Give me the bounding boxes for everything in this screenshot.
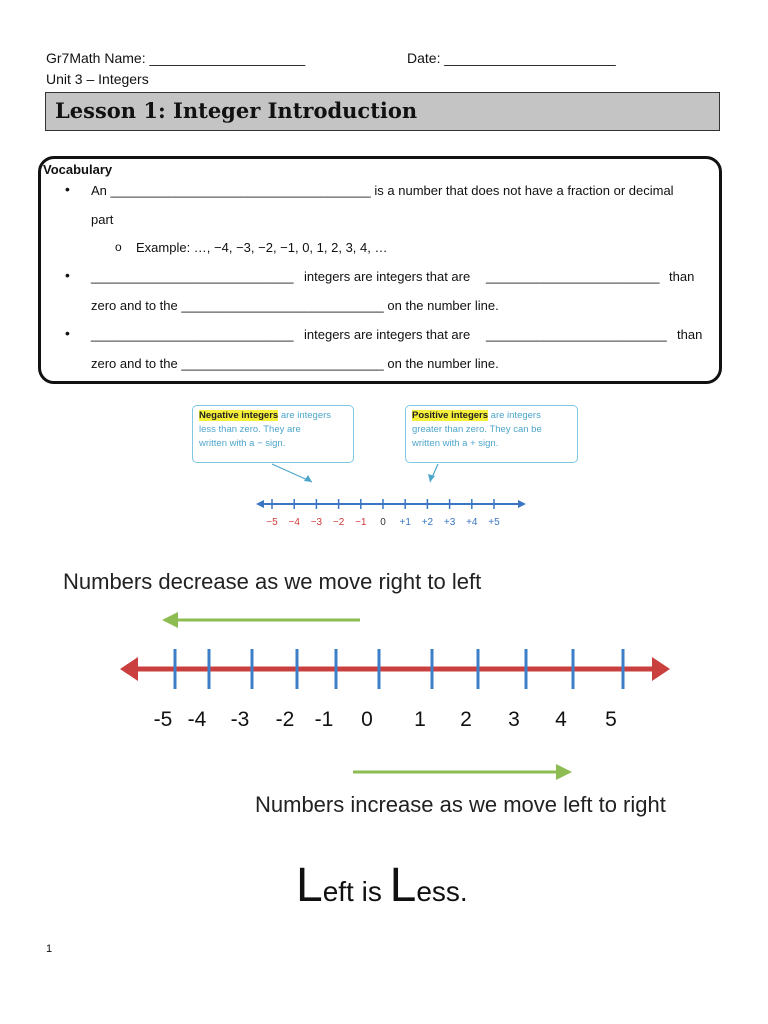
bullet2-line2: zero and to the ____________________________ on the number line. <box>91 298 499 313</box>
positive-integers-highlight: Positive integers <box>412 410 489 421</box>
lesson-title: Lesson 1: Integer Introduction <box>55 98 418 123</box>
small-axis-left-arrow <box>256 500 264 508</box>
negative-callout-line2: less than zero. They are <box>199 424 301 435</box>
vocabulary-box <box>38 156 722 384</box>
slogan-part2: ess. <box>416 876 468 907</box>
small-number-line <box>250 460 540 535</box>
bullet3-line2: zero and to the ____________________________ on the number line. <box>91 356 499 371</box>
name-line: Gr7Math Name: ____________________ <box>46 50 306 66</box>
small-tick-label: −4 <box>288 517 300 528</box>
bullet-icon: • <box>65 181 70 197</box>
negative-callout <box>192 405 354 463</box>
bullet3-blank-1: ____________________________ <box>91 327 294 342</box>
example-text: Example: …, −4, −3, −2, −1, 0, 1, 2, 3, 4, … <box>136 240 388 255</box>
bullet3-text-2: than <box>677 327 703 342</box>
positive-callout-text: are integers <box>488 410 541 421</box>
bullet3-text-1: integers are integers that are <box>304 327 471 342</box>
left-arrow-icon <box>162 612 178 628</box>
increase-caption: Numbers increase as we move left to right <box>255 792 666 817</box>
negative-callout-text: are integers <box>278 410 332 421</box>
big-tick-label: 3 <box>508 708 520 731</box>
big-tick-label: 1 <box>414 708 426 731</box>
big-tick-label: 5 <box>605 708 617 731</box>
small-tick-label: +5 <box>488 517 500 528</box>
small-tick-label: −2 <box>332 517 345 528</box>
slogan-l1: L <box>296 859 323 912</box>
small-tick-label: −5 <box>266 517 278 528</box>
small-tick-label: +4 <box>466 517 478 528</box>
unit-label: Unit 3 – Integers <box>46 71 149 87</box>
positive-pointer-head <box>428 474 435 482</box>
slogan-l2: L <box>389 859 417 912</box>
small-tick-label: +2 <box>421 517 434 528</box>
big-tick-label: -2 <box>275 708 295 731</box>
small-tick-label: −1 <box>355 517 367 528</box>
small-tick-label: +3 <box>443 517 456 528</box>
slogan <box>296 858 468 913</box>
bullet2-text-2: than <box>669 269 695 284</box>
negative-integers-highlight: Negative integers <box>199 410 279 421</box>
big-tick-label: 0 <box>361 708 373 731</box>
page-number: 1 <box>46 943 53 955</box>
big-tick-label: 4 <box>555 708 567 731</box>
big-axis-left-arrow <box>120 657 138 681</box>
bullet2-blank-2: ________________________ <box>486 269 660 284</box>
decrease-caption: Numbers decrease as we move right to left <box>63 569 482 594</box>
bullet1-line2: part <box>91 212 114 227</box>
vocabulary-heading: Vocabulary <box>43 162 113 177</box>
date-line: Date: ______________________ <box>407 50 616 66</box>
bullet-icon: • <box>65 267 70 283</box>
sub-bullet-icon: o <box>115 240 122 254</box>
title-bar <box>45 92 720 131</box>
bullet1-line1: An ____________________________________ is a number that does not have a fraction or decimal <box>91 183 674 198</box>
positive-callout <box>405 405 578 463</box>
big-tick-label: -3 <box>230 708 250 731</box>
right-arrow-icon <box>556 764 572 780</box>
big-tick-label: -4 <box>187 708 207 731</box>
big-number-line <box>110 605 690 805</box>
small-tick-label: +1 <box>399 517 411 528</box>
small-tick-label: −3 <box>310 517 323 528</box>
bullet3-blank-2: _________________________ <box>486 327 667 342</box>
bullet-icon: • <box>65 325 70 341</box>
bullet2-blank-1: ____________________________ <box>91 269 294 284</box>
positive-callout-line2: greater than zero. They can be <box>412 424 542 435</box>
negative-callout-line3: written with a − sign. <box>199 438 286 449</box>
big-axis-right-arrow <box>652 657 670 681</box>
positive-callout-line3: written with a + sign. <box>412 438 499 449</box>
big-tick-label: -1 <box>314 708 334 731</box>
big-tick-label: -5 <box>153 708 173 731</box>
small-axis-right-arrow <box>518 500 526 508</box>
bullet2-text-1: integers are integers that are <box>304 269 471 284</box>
small-tick-label: 0 <box>380 517 386 528</box>
big-tick-label: 2 <box>460 708 472 731</box>
slogan-part1: eft is <box>322 876 390 907</box>
